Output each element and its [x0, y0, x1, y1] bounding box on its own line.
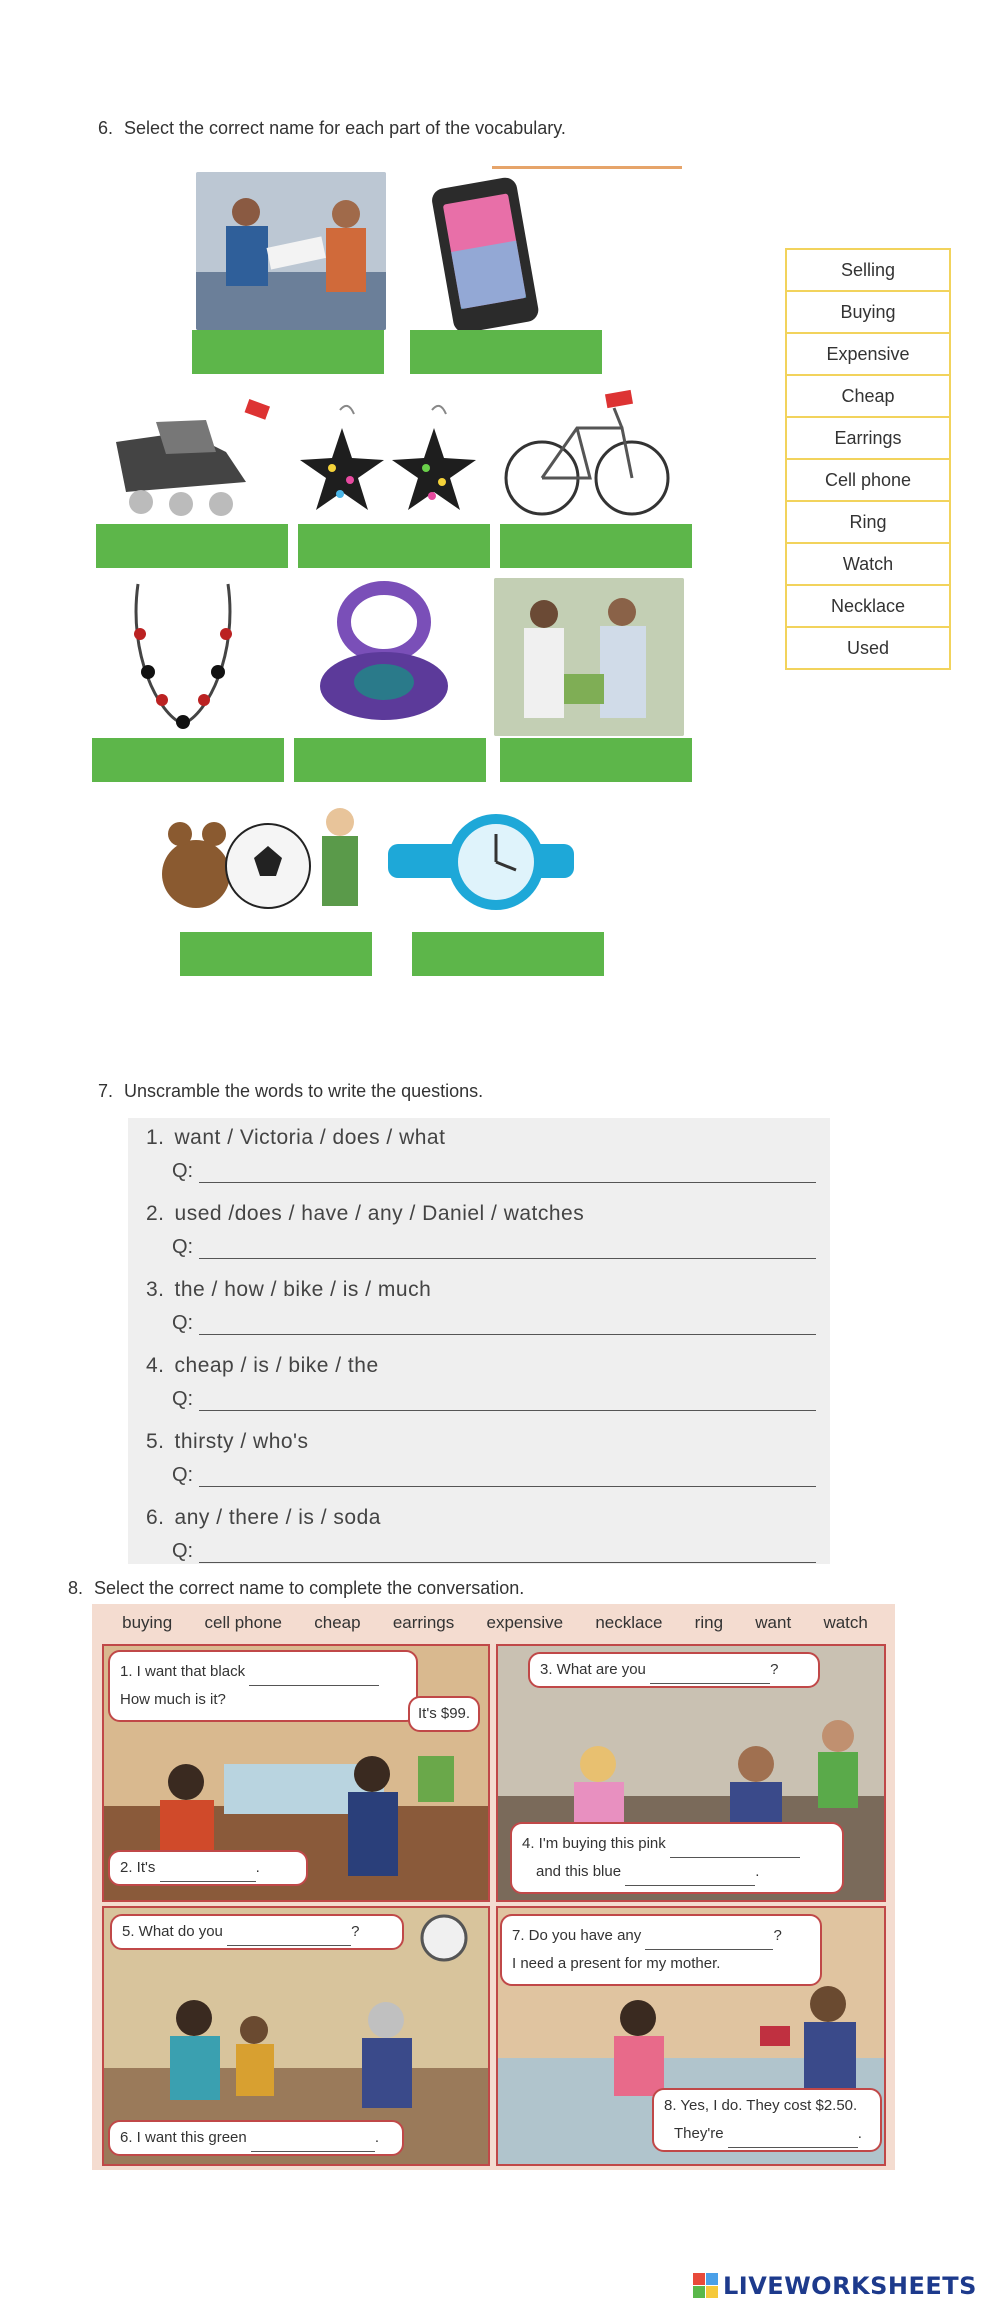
- speech-bubble-2: 2. It's .: [108, 1850, 308, 1886]
- question-number: 6.: [98, 118, 114, 138]
- vocab-option[interactable]: Cell phone: [787, 460, 949, 502]
- blank-5[interactable]: [625, 1867, 755, 1886]
- vocab-option[interactable]: Cheap: [787, 376, 949, 418]
- answer-line[interactable]: [199, 1470, 816, 1487]
- vocab-option[interactable]: Expensive: [787, 334, 949, 376]
- answer-box-2[interactable]: [410, 330, 602, 374]
- word-bank-item: buying: [122, 1613, 173, 1632]
- answer-line[interactable]: [199, 1546, 816, 1563]
- question-number: 7.: [98, 1081, 114, 1101]
- blank-1[interactable]: [249, 1667, 379, 1686]
- question-8-heading: [68, 1578, 524, 1599]
- speech-bubble-7: 7. Do you have any ? I need a present for my mother.: [500, 1914, 822, 1986]
- comic-panel-1: [102, 1644, 490, 1902]
- answer-box-9[interactable]: [180, 932, 372, 976]
- used-rollerskate-photo: [96, 392, 274, 522]
- vocab-option[interactable]: Used: [846, 637, 890, 658]
- question-instruction: Unscramble the words to write the questions.: [124, 1081, 484, 1101]
- scrambled-words: the / how / bike / is / much: [174, 1278, 432, 1301]
- word-bank-item: want: [755, 1613, 792, 1632]
- q-label: Q:: [172, 1312, 194, 1334]
- conversation-comic: [92, 1604, 895, 2170]
- item-number: 3.: [146, 1278, 165, 1301]
- comic-panel-3: [102, 1906, 490, 2166]
- decorative-line: [492, 166, 682, 169]
- speech-bubble-3: 3. What are you ?: [528, 1652, 820, 1688]
- liveworksheets-logo: [693, 2272, 977, 2300]
- speech-bubble-5: 5. What do you ?: [110, 1914, 404, 1950]
- answer-box-7[interactable]: [294, 738, 486, 782]
- answer-line[interactable]: [199, 1318, 816, 1335]
- word-bank-item: earrings: [392, 1613, 455, 1632]
- word-bank-item: expensive: [486, 1613, 564, 1632]
- scrambled-words: any / there / is / soda: [174, 1506, 381, 1529]
- blank-4[interactable]: [670, 1839, 800, 1858]
- unscramble-item: [146, 1278, 816, 1335]
- answer-box-4[interactable]: [298, 524, 490, 568]
- unscramble-item: [146, 1354, 816, 1411]
- vocab-option[interactable]: Necklace: [787, 586, 949, 628]
- blank-9[interactable]: [728, 2129, 858, 2148]
- blank-3[interactable]: [650, 1665, 770, 1684]
- scrambled-words: thirsty / who's: [174, 1430, 309, 1453]
- bike-photo: [502, 378, 672, 528]
- q-label: Q:: [172, 1388, 194, 1410]
- logo-text: LIVEWORKSHEETS: [723, 2272, 977, 2300]
- question-number: 8.: [68, 1578, 84, 1598]
- speech-bubble-6: 6. I want this green .: [108, 2120, 404, 2156]
- q-label: Q:: [172, 1160, 194, 1182]
- unscramble-item: [146, 1506, 816, 1563]
- unscramble-item: [146, 1430, 816, 1487]
- unscramble-worksheet: [128, 1118, 830, 1564]
- necklace-photo: [118, 574, 248, 734]
- blank-6[interactable]: [227, 1927, 351, 1946]
- scrambled-words: want / Victoria / does / what: [174, 1126, 446, 1149]
- question-6-heading: [98, 118, 566, 139]
- vocab-option[interactable]: Ring: [787, 502, 949, 544]
- answer-box-5[interactable]: [500, 524, 692, 568]
- word-bank-item: cell phone: [204, 1613, 282, 1632]
- blank-8[interactable]: [645, 1931, 773, 1950]
- item-number: 2.: [146, 1202, 165, 1225]
- answer-box-1[interactable]: [192, 330, 384, 374]
- speech-bubble-4: 4. I'm buying this pink and this blue .: [510, 1822, 844, 1894]
- speech-bubble-1: 1. I want that black How much is it?: [108, 1650, 418, 1722]
- scrambled-words: cheap / is / bike / the: [174, 1354, 379, 1377]
- speech-bubble-8: 8. Yes, I do. They cost $2.50. They're .: [652, 2088, 882, 2152]
- q-label: Q:: [172, 1236, 194, 1258]
- conversation-word-bank: [106, 1610, 884, 1636]
- comic-panel-2: [496, 1644, 886, 1902]
- vocab-option[interactable]: Selling: [787, 250, 949, 292]
- word-bank-item: cheap: [314, 1613, 361, 1632]
- earrings-photo: [292, 398, 478, 522]
- item-number: 1.: [146, 1126, 165, 1149]
- vocab-option[interactable]: Earrings: [787, 418, 949, 460]
- scrambled-words: used /does / have / any / Daniel / watches: [174, 1202, 585, 1225]
- item-number: 5.: [146, 1430, 165, 1453]
- selling-photo: [196, 172, 386, 330]
- answer-box-10[interactable]: [412, 932, 604, 976]
- question-7-heading: [98, 1081, 483, 1102]
- toys-photo: [150, 794, 390, 924]
- question-instruction: Select the correct name for each part of the vocabulary.: [124, 118, 566, 138]
- word-bank-item: watch: [823, 1613, 868, 1632]
- answer-box-3[interactable]: [96, 524, 288, 568]
- item-number: 6.: [146, 1506, 165, 1529]
- answer-box-6[interactable]: [92, 738, 284, 782]
- speech-bubble-price: It's $99.: [408, 1696, 480, 1732]
- answer-box-8[interactable]: [500, 738, 692, 782]
- buying-photo: [494, 578, 684, 736]
- answer-line[interactable]: [199, 1394, 816, 1411]
- q-label: Q:: [172, 1464, 194, 1486]
- blank-7[interactable]: [251, 2133, 375, 2152]
- liveworksheets-icon: [693, 2273, 719, 2299]
- blank-2[interactable]: [160, 1863, 256, 1882]
- vocab-option[interactable]: Buying: [787, 292, 949, 334]
- answer-line[interactable]: [199, 1242, 816, 1259]
- unscramble-item: [146, 1126, 816, 1183]
- word-bank-item: necklace: [595, 1613, 663, 1632]
- cell-phone-photo: [430, 176, 542, 332]
- vocab-word-bank: [785, 248, 951, 670]
- q-label: Q:: [172, 1540, 194, 1562]
- comic-panel-4: [496, 1906, 886, 2166]
- answer-line[interactable]: [199, 1166, 816, 1183]
- watch-photo: [388, 796, 574, 926]
- item-number: 4.: [146, 1354, 165, 1377]
- ring-photo: [306, 578, 462, 730]
- question-instruction: Select the correct name to complete the conversation.: [94, 1578, 525, 1598]
- vocab-option[interactable]: Watch: [787, 544, 949, 586]
- unscramble-item: [146, 1202, 816, 1259]
- word-bank-item: ring: [694, 1613, 724, 1632]
